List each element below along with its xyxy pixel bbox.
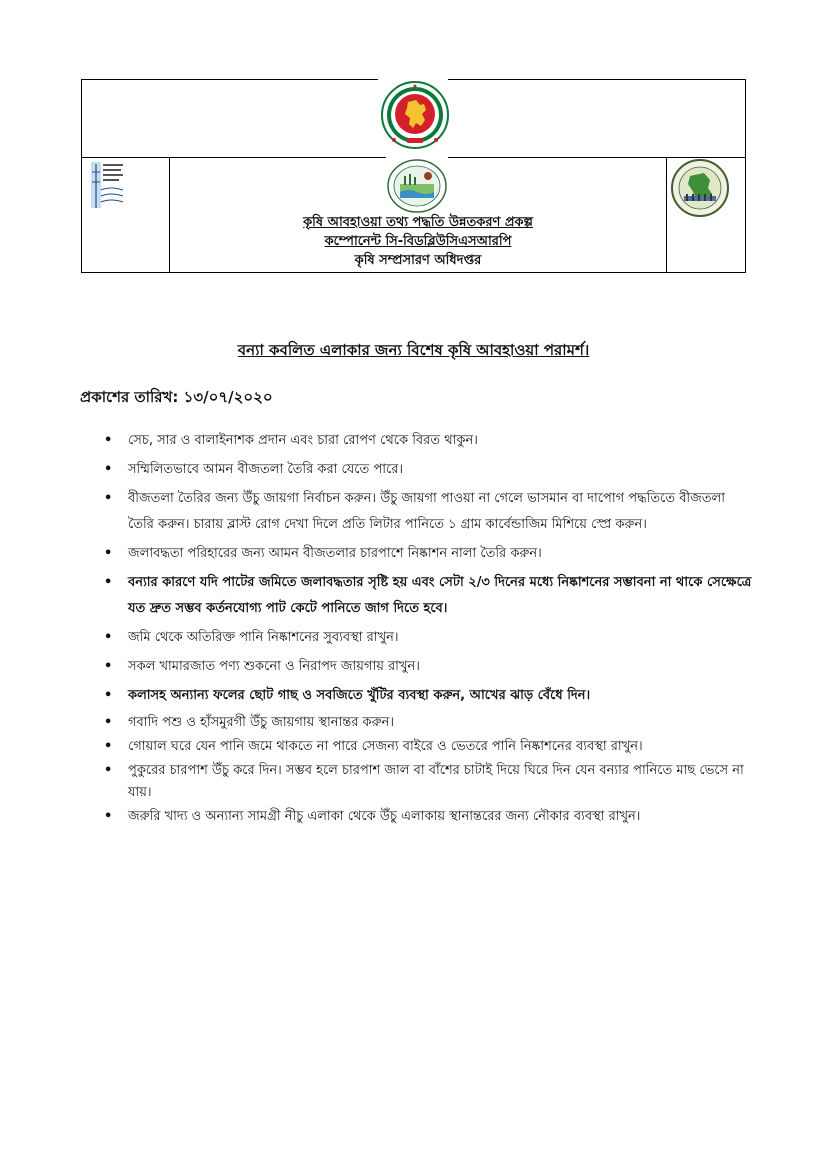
list-item xyxy=(104,486,752,538)
list-item xyxy=(104,683,752,709)
list-item xyxy=(104,570,752,622)
bullet-icon: • xyxy=(104,763,113,778)
bullet-icon: • xyxy=(104,659,113,674)
bullet-icon: • xyxy=(104,546,113,561)
bullet-icon: • xyxy=(104,809,113,824)
header-divider-right xyxy=(666,157,667,272)
list-item xyxy=(104,625,752,651)
list-item xyxy=(104,736,752,758)
header-table xyxy=(81,79,746,273)
bullet-icon: • xyxy=(104,630,113,645)
department-name: কৃষি সম্প্রসারণ অধিদপ্তর xyxy=(354,253,482,268)
bangladesh-government-seal-icon xyxy=(380,80,450,150)
bullet-icon: • xyxy=(104,491,113,506)
meteorology-tower-logo-icon xyxy=(89,160,127,210)
list-item xyxy=(104,457,752,483)
advice-text: বন্যার কারণে যদি পাটের জমিতে জলাবদ্ধতার সৃষ্টি হয় এবং সেটা ২/৩ দিনের মধ্যে নিষ্কাশনের সম্ভাবনা না থাকে সেক্ষেত্রে যত দ্রুত সম্ভব কর্তনযোগ্য পাট কেটে পানিতে জাগ দিতে হবে। xyxy=(128,575,752,616)
advice-text: গবাদি পশু ও হাঁসমুরগী উঁচু জায়গায় স্থানান্তর করুন। xyxy=(128,715,395,730)
bullet-icon: • xyxy=(104,575,113,590)
advice-text: কলাসহ অন্যান্য ফলের ছোট গাছ ও সবজিতে খুঁটির ব্যবস্থা করুন, আখের ঝাড় বেঁধে দিন। xyxy=(128,688,591,703)
advice-text: পুকুরের চারপাশ উঁচু করে দিন। সম্ভব হলে চারপাশ জাল বা বাঁশের চাটাই দিয়ে ঘিরে দিন যেন বন্যার পানিতে মাছ ভেসে না যায়। xyxy=(128,763,744,800)
advice-text: সেচ, সার ও বালাইনাশক প্রদান এবং চারা রোপণ থেকে বিরত থাকুন। xyxy=(128,433,478,448)
advice-text: সম্মিলিতভাবে আমন বীজতলা তৈরি করা যেতে পারে। xyxy=(128,462,404,477)
bullet-icon: • xyxy=(104,715,113,730)
advice-list xyxy=(104,428,752,830)
advice-text: সকল খামারজাত পণ্য শুকনো ও নিরাপদ জায়গায় রাখুন। xyxy=(128,659,420,674)
bullet-icon: • xyxy=(104,433,113,448)
list-item xyxy=(104,541,752,567)
advice-text: বীজতলা তৈরির জন্য উঁচু জায়গা নির্বাচন করুন। উঁচু জায়গা পাওয়া না গেলে ভাসমান বা দাপোগ পদ্ধতিতে বীজতলা তৈরি করুন। চারায় ব্লাস্ট রোগ দেখা দিলে প্রতি লিটার পানিতে ১ গ্রাম কার্বেন্ডাজিম মিশিয়ে স্প্রে করুন। xyxy=(128,491,725,532)
publish-date: প্রকাশের তারিখ: ১৩/০৭/২০২০ xyxy=(80,388,273,406)
bullet-icon: • xyxy=(104,739,113,754)
list-item xyxy=(104,760,752,804)
document-title: বন্যা কবলিত এলাকার জন্য বিশেষ কৃষি আবহাওয়া পরামর্শ। xyxy=(237,341,590,359)
list-item xyxy=(104,806,752,828)
header-text-block xyxy=(170,213,666,270)
list-item xyxy=(104,428,752,454)
list-item xyxy=(104,654,752,680)
bullet-icon: • xyxy=(104,462,113,477)
water-development-board-logo-icon xyxy=(670,158,730,218)
advice-text: জমি থেকে অতিরিক্ত পানি নিষ্কাশনের সুব্যবস্থা রাখুন। xyxy=(128,630,399,645)
list-item xyxy=(104,712,752,734)
advice-text: জলাবদ্ধতা পরিহারের জন্য আমন বীজতলার চারপাশে নিষ্কাশন নালা তৈরি করুন। xyxy=(128,546,542,561)
advice-text: জরুরি খাদ্য ও অন্যান্য সামগ্রী নীচু এলাকা থেকে উঁচু এলাকায় স্থানান্তরের জন্য নৌকার ব্যবস্থা রাখুন। xyxy=(128,809,641,824)
advice-text: গোয়াল ঘরে যেন পানি জমে থাকতে না পারে সেজন্য বাইরে ও ভেতরে পানি নিষ্কাশনের ব্যবস্থা রাখুন। xyxy=(128,739,643,754)
bullet-icon: • xyxy=(104,688,113,703)
component-name: কম্পোনেন্ট সি-বিডব্লিউসিএসআরপি xyxy=(324,234,512,249)
project-name: কৃষি আবহাওয়া তথ্য পদ্ধতি উন্নতকরণ প্রকল্প xyxy=(303,215,533,230)
project-logo-icon xyxy=(386,158,448,214)
